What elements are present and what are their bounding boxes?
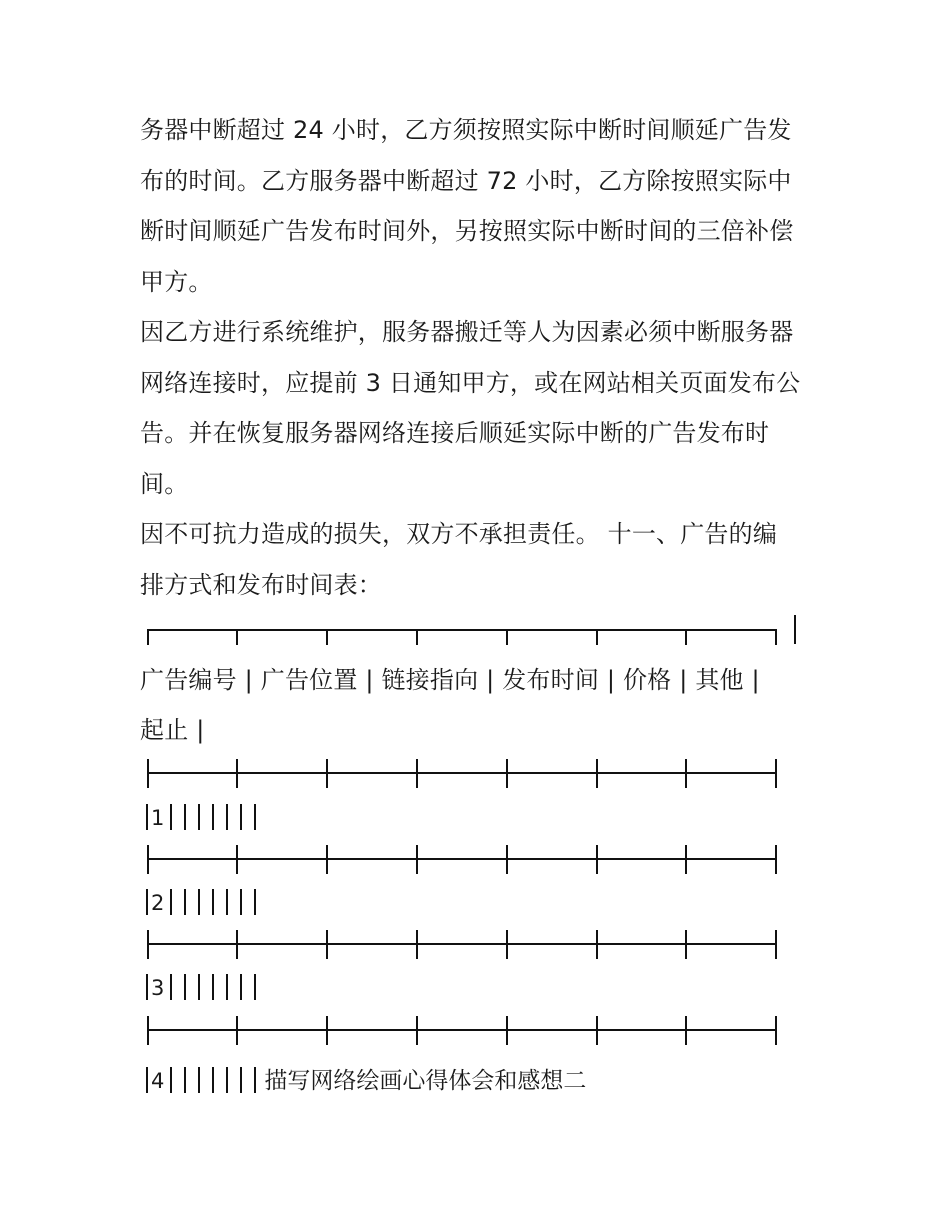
paragraph-line: 排方式和发布时间表： xyxy=(140,571,382,599)
table-row xyxy=(146,803,262,834)
row-number: 2 xyxy=(151,891,165,915)
table-row xyxy=(146,1066,586,1097)
table-header-row: 广告编号 | 广告位置 | 链接指向 | 发布时间 | 价格 | 其他 | xyxy=(140,666,760,694)
paragraph-line: 务器中断超过 24 小时，乙方须按照实际中断时间顺延广告发 xyxy=(140,116,792,144)
paragraph-line: 间。 xyxy=(140,470,189,498)
row-number: 3 xyxy=(151,976,165,1000)
trailing-text: 描写网络绘画心得体会和感想二 xyxy=(264,1068,587,1094)
paragraph-line: 因乙方进行系统维护，服务器搬迁等人为因素必须中断服务器 xyxy=(140,318,794,346)
paragraph-line: 告。并在恢复服务器网络连接后顺延实际中断的广告发布时 xyxy=(140,419,770,447)
paragraph-line: 网络连接时，应提前 3 日通知甲方，或在网站相关页面发布公 xyxy=(140,369,801,397)
table-header-row-continued: 起止 | xyxy=(140,716,205,744)
table-row xyxy=(146,888,262,919)
paragraph-line: 甲方。 xyxy=(140,268,213,296)
row-number: 4 xyxy=(151,1069,165,1093)
row-number: 1 xyxy=(151,806,165,830)
paragraph-line: 断时间顺延广告发布时间外，另按照实际中断时间的三倍补偿 xyxy=(140,217,794,245)
table-row xyxy=(146,973,262,1004)
paragraph-line: 因不可抗力造成的损失，双方不承担责任。 十一、广告的编 xyxy=(140,520,778,548)
paragraph-line: 布的时间。乙方服务器中断超过 72 小时，乙方除按照实际中 xyxy=(140,167,792,195)
